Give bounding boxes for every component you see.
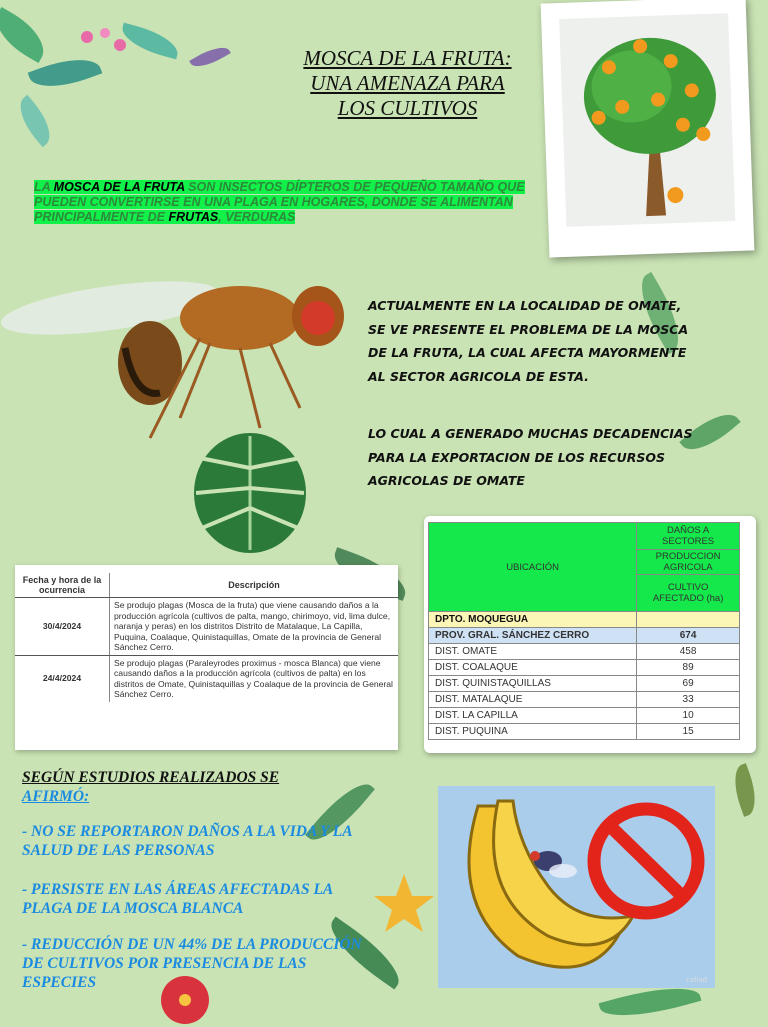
district-name: DIST. QUINISTAQUILLAS [429, 676, 637, 692]
finding-3: - REDUCCIÓN DE UN 44% DE LA PRODUCCIÓN DE CULTIVOS POR PRESENCIA DE LAS ESPECIES [22, 936, 362, 991]
event-table-card [15, 565, 398, 750]
district-value: 458 [637, 644, 740, 660]
intro-part: , VERDURAS [218, 210, 296, 224]
district-value: 69 [637, 676, 740, 692]
district-value: 89 [637, 660, 740, 676]
district-value: 15 [637, 724, 740, 740]
finding-2: - PERSISTE EN LAS ÁREAS AFECTADAS LA PLAGA DE LA MOSCA BLANCA [22, 881, 333, 917]
pink-flower-icon [75, 25, 135, 65]
province-name: PROV. GRAL. SÁNCHEZ CERRO [429, 628, 637, 644]
star-icon [372, 872, 436, 936]
col-header-date: Fecha y hora de la ocurrencia [15, 573, 110, 598]
damage-table [428, 522, 740, 740]
event-date: 30/4/2024 [15, 598, 110, 656]
district-name: DIST. LA CAPILLA [429, 708, 637, 724]
event-description: Se produjo plagas (Paraleyrodes proximus - mosca Blanca) que viene causando daños a la producción agrícola (cultivos de palta) en los distritos de Omate, Quinistaquillas y Coalaque de la provincia de General Sánchez Cerro. [114, 657, 393, 699]
studies-heading-line2: AFIRMÓ: [22, 788, 90, 805]
monstera-leaf-icon [190, 428, 310, 558]
page-title: MOSCA DE LA FRUTA: UNA AMENAZA PARA LOS CULTIVOS [303, 46, 512, 120]
table-row [15, 598, 398, 656]
table-row [15, 655, 398, 702]
omate-problem-paragraph: ACTUALMENTE EN LA LOCALIDAD DE OMATE, SE VE PRESENTE EL PROBLEMA DE LA MOSCA DE LA FRUTA, LA CUAL AFECTA MAYORMENTE AL SECTOR AGRICOLA DE ESTA. [368, 298, 689, 384]
event-table [15, 573, 398, 702]
intro-part: LA [34, 180, 54, 194]
finding-1: - NO SE REPORTARON DAÑOS A LA VIDA Y LA SALUD DE LAS PERSONAS [22, 823, 352, 859]
intro-keyword: MOSCA DE LA FRUTA [53, 180, 185, 194]
table-row [429, 628, 740, 644]
event-date: 24/4/2024 [15, 655, 110, 702]
table-row [429, 660, 740, 676]
dept-value [637, 612, 740, 628]
district-name: DIST. OMATE [429, 644, 637, 660]
damage-table-card [424, 516, 756, 753]
district-name: DIST. COALAQUE [429, 660, 637, 676]
studies-heading [22, 768, 352, 806]
table-row [429, 676, 740, 692]
orange-tree-photo [541, 0, 755, 257]
event-description: Se produjo plagas (Mosca de la fruta) que viene causando daños a la producción agrícola (cultivos de palta, mango, chirimoyo, vid, lima dulce, naranja y peras) en los distritos Distrito de Matalaque, La Capilla, Puquina, Coalaque, Quinistaquillas, Omate de la provincia de General Sánchez Cerro. [110, 598, 399, 656]
province-value: 674 [637, 628, 740, 644]
dept-name: DPTO. MOQUEGUA [429, 612, 637, 628]
banana-no-fly-illustration [438, 786, 715, 988]
table-row [429, 708, 740, 724]
intro-text [34, 180, 559, 225]
watermark: collad [686, 976, 707, 984]
orange-tree-icon [559, 13, 735, 227]
banana-prohibited-fly-icon [438, 786, 715, 988]
col-header-production: PRODUCCION AGRICOLA [637, 550, 740, 575]
district-value: 10 [637, 708, 740, 724]
col-header-affected-crop: CULTIVO AFECTADO (ha) [637, 575, 740, 612]
district-value: 33 [637, 692, 740, 708]
intro-keyword: FRUTAS [168, 210, 219, 224]
intro-part: SON INSECTOS DÍPTEROS DE PEQUEÑO TAMAÑO QUE PUEDEN CONVERTIRSE EN UNA PLAGA EN HOGARES, DONDE SE ALIMENTAN PRINCIPALMENTE DE [34, 180, 525, 224]
district-name: DIST. PUQUINA [429, 724, 637, 740]
col-header-description: Descripción [110, 573, 399, 598]
district-name: DIST. MATALAQUE [429, 692, 637, 708]
table-row [429, 692, 740, 708]
table-row [429, 724, 740, 740]
table-row [429, 612, 740, 628]
export-decline-paragraph: LO CUAL A GENERADO MUCHAS DECADENCIAS PARA LA EXPORTACION DE LOS RECURSOS AGRICOLAS DE OMATE [368, 426, 693, 488]
col-header-location: UBICACIÓN [429, 523, 637, 612]
table-row [429, 644, 740, 660]
studies-heading-line1: SEGÚN ESTUDIOS REALIZADOS SE [22, 769, 280, 786]
col-header-damage: DAÑOS A SECTORES [637, 523, 740, 550]
